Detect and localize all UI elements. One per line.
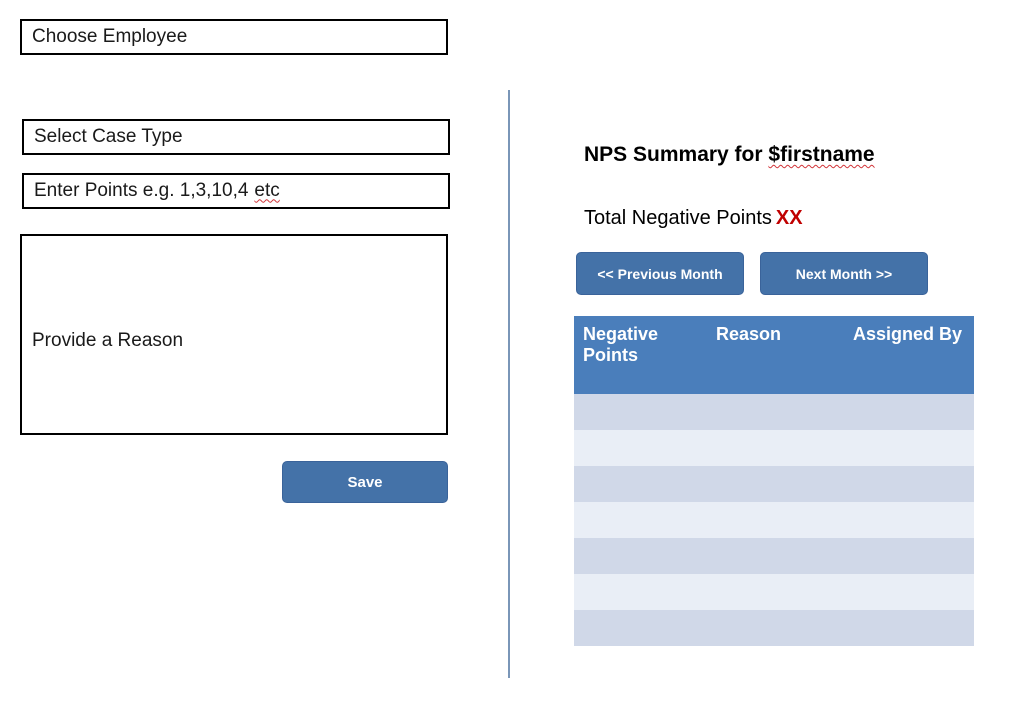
cell-negative-points <box>574 430 707 466</box>
case-type-select[interactable] <box>22 119 450 155</box>
case-type-select-label: Select Case Type <box>34 125 183 147</box>
cell-negative-points <box>574 610 707 646</box>
total-negative-points <box>584 207 803 230</box>
points-input[interactable] <box>22 173 450 209</box>
table-row[interactable] <box>574 502 974 538</box>
reason-textarea[interactable] <box>20 234 448 435</box>
table-row[interactable] <box>574 574 974 610</box>
cell-reason <box>707 610 844 646</box>
points-input-label-suffix: etc <box>254 179 280 201</box>
page-title-name: $firstname <box>768 143 875 166</box>
previous-month-button-label: << Previous Month <box>597 265 723 282</box>
cell-reason <box>707 502 844 538</box>
cell-negative-points <box>574 574 707 610</box>
previous-month-button[interactable] <box>576 252 744 295</box>
page-title <box>584 143 875 167</box>
total-negative-points-label: Total Negative Points <box>584 207 772 229</box>
table-header-row <box>574 316 974 394</box>
table-row[interactable] <box>574 538 974 574</box>
save-button-label: Save <box>347 473 383 491</box>
reason-textarea-label: Provide a Reason <box>32 330 184 351</box>
cell-assigned-by <box>844 502 974 538</box>
column-header-reason[interactable]: Reason <box>707 316 844 394</box>
table-row[interactable] <box>574 466 974 502</box>
cell-assigned-by <box>844 574 974 610</box>
cell-reason <box>707 538 844 574</box>
form-pane <box>0 0 508 709</box>
employee-select-label: Choose Employee <box>32 25 188 47</box>
cell-assigned-by <box>844 538 974 574</box>
cell-negative-points <box>574 394 707 430</box>
nps-table <box>574 316 974 646</box>
cell-assigned-by <box>844 466 974 502</box>
next-month-button-label: Next Month >> <box>795 265 893 282</box>
cell-negative-points <box>574 538 707 574</box>
summary-pane <box>508 0 1022 709</box>
points-input-label: Enter Points e.g. 1,3,10,4 <box>34 179 249 201</box>
cell-reason <box>707 466 844 502</box>
cell-assigned-by <box>844 394 974 430</box>
table-row[interactable] <box>574 610 974 646</box>
page-title-prefix: NPS Summary for <box>584 143 769 166</box>
total-negative-points-value: XX <box>775 207 803 229</box>
cell-assigned-by <box>844 610 974 646</box>
save-button[interactable] <box>282 461 448 503</box>
table-row[interactable] <box>574 430 974 466</box>
column-header-assigned-by[interactable]: Assigned By <box>844 316 974 394</box>
cell-reason <box>707 574 844 610</box>
cell-negative-points <box>574 502 707 538</box>
cell-reason <box>707 394 844 430</box>
cell-reason <box>707 430 844 466</box>
table-row[interactable] <box>574 394 974 430</box>
next-month-button[interactable] <box>760 252 928 295</box>
employee-select[interactable] <box>20 19 448 55</box>
column-header-negative-points[interactable]: Negative Points <box>574 316 707 394</box>
cell-negative-points <box>574 466 707 502</box>
cell-assigned-by <box>844 430 974 466</box>
